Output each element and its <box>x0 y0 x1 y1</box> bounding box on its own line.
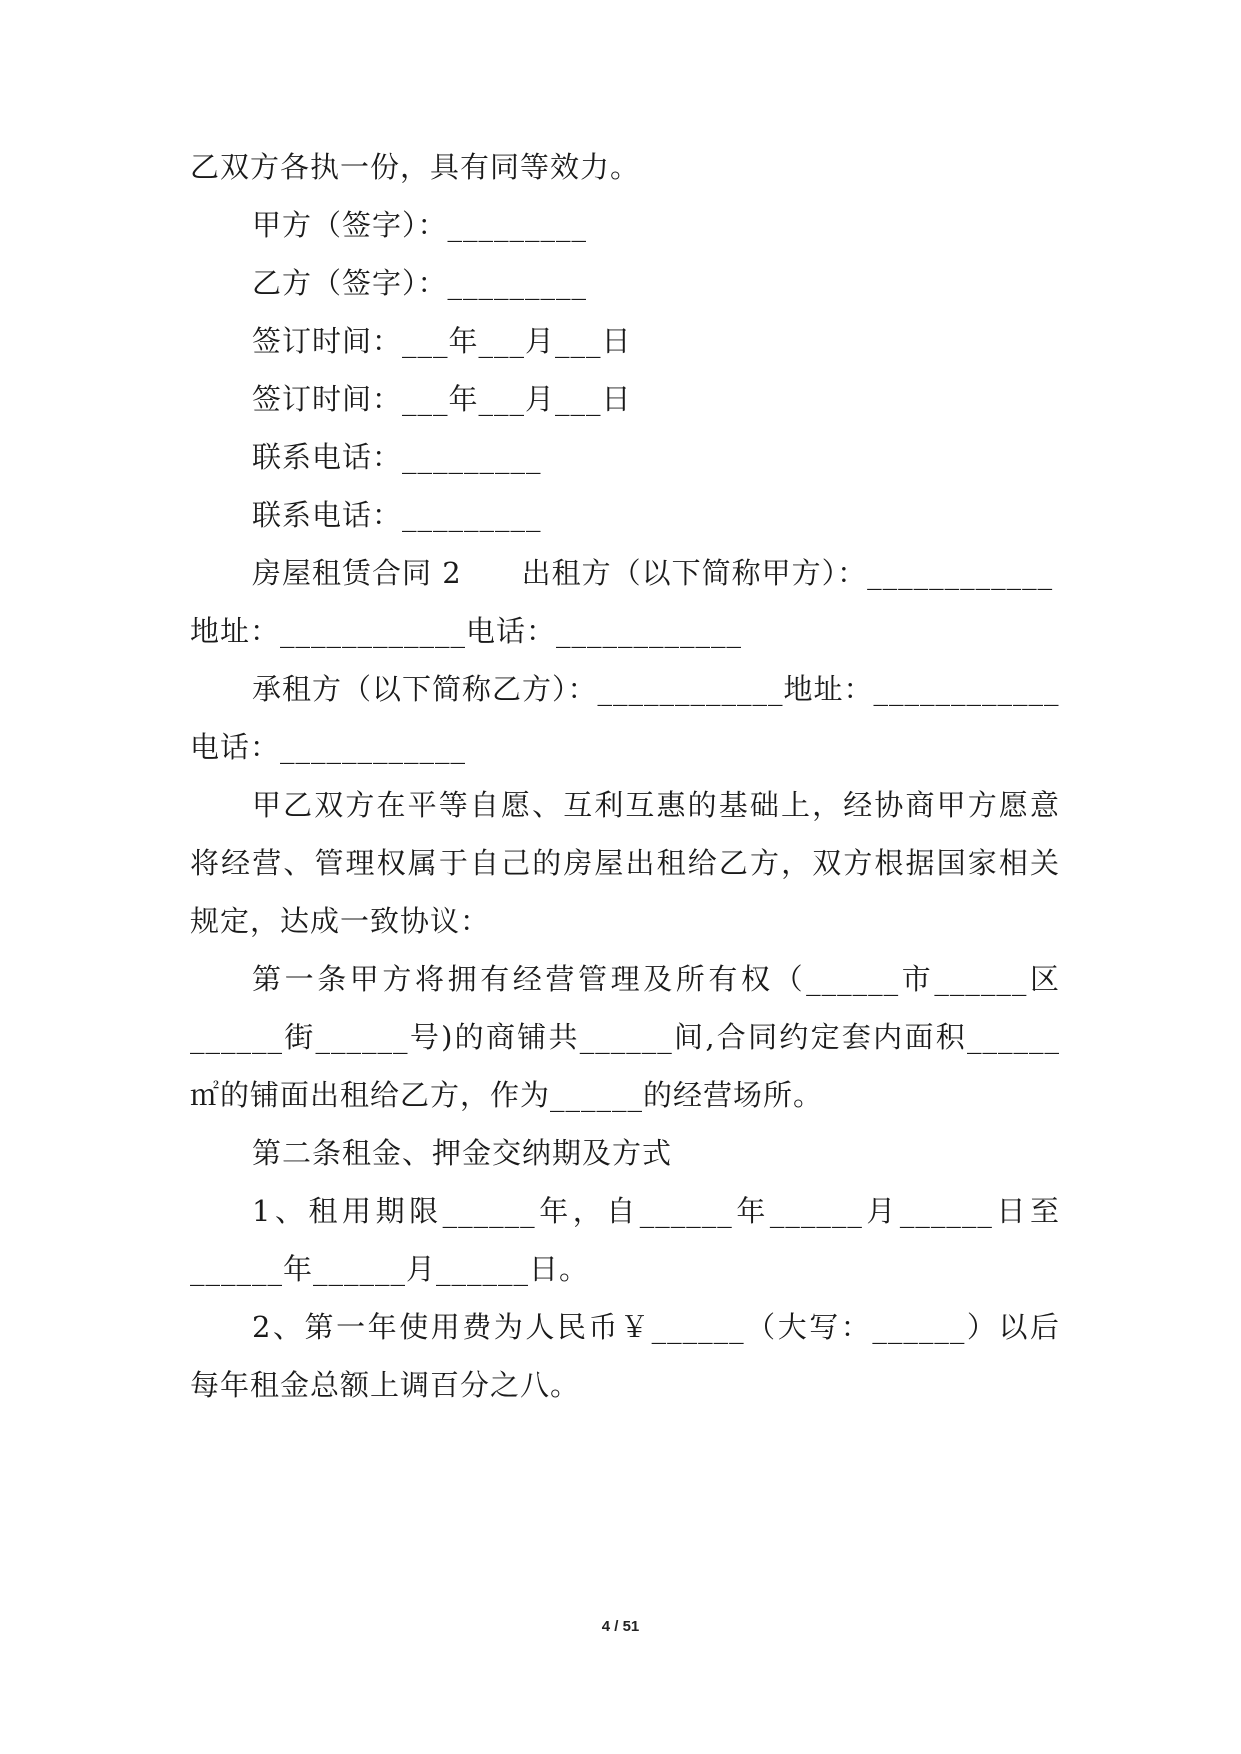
signing-date-line: 签订时间：___年___月___日 <box>252 382 632 416</box>
address-phone-line: 地址：____________电话：____________ <box>190 614 743 648</box>
clause-line: ______年______月______日。 <box>190 1252 590 1286</box>
party-a-signature-line: 甲方（签字）：_________ <box>252 208 588 242</box>
article-one-line: ______街______号)的商铺共______间,合同约定套内面积______ <box>190 1020 1060 1054</box>
paragraph-line: 规定，达成一致协议： <box>190 904 491 938</box>
contact-phone-line: 联系电话：_________ <box>252 498 542 532</box>
clause-line: 2、第一年使用费为人民币￥______（大写：______）以后 <box>252 1310 1060 1344</box>
article-one-line: 第一条甲方将拥有经营管理及所有权（______市______区 <box>252 962 1060 996</box>
paragraph-line: 将经营、管理权属于自己的房屋出租给乙方，双方根据国家相关 <box>190 846 1060 880</box>
contact-phone-line: 联系电话：_________ <box>252 440 542 474</box>
contract-title-line: 房屋租赁合同 2 出租方（以下简称甲方）：____________ <box>252 556 1054 590</box>
lessee-line: 承租方（以下简称乙方）：____________地址：____________ <box>252 672 1060 706</box>
phone-line: 电话：____________ <box>190 730 467 764</box>
article-one-line: ㎡的铺面出租给乙方，作为______的经营场所。 <box>190 1078 824 1112</box>
article-two-heading: 第二条租金、押金交纳期及方式 <box>252 1136 673 1170</box>
party-b-signature-line: 乙方（签字）：_________ <box>252 266 588 300</box>
clause-line: 每年租金总额上调百分之八。 <box>190 1368 581 1402</box>
page-number: 4 / 51 <box>601 1618 640 1635</box>
paragraph-line: 甲乙双方在平等自愿、互利互惠的基础上，经协商甲方愿意 <box>252 788 1060 822</box>
text-line: 乙双方各执一份，具有同等效力。 <box>190 150 641 184</box>
signing-date-line: 签订时间：___年___月___日 <box>252 324 632 358</box>
clause-line: 1、租用期限______年，自______年______月______日至 <box>252 1194 1060 1228</box>
